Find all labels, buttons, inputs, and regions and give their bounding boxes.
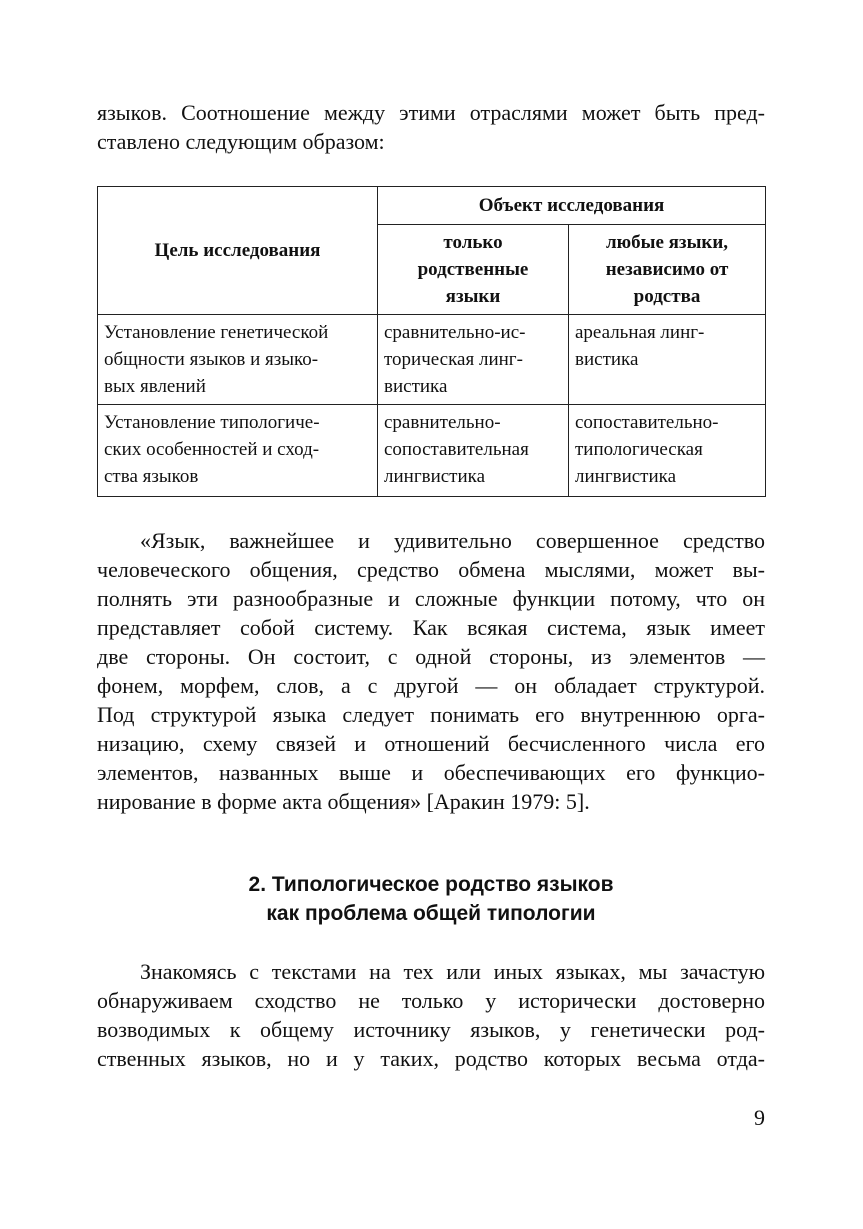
final-line-3: возводимых к общему источнику языков, у генетически род- <box>97 1017 765 1042</box>
section-heading-line-2: как проблема общей типологии <box>266 902 596 925</box>
final-line-1: Знакомясь с текстами на тех или иных языках, мы зачастую <box>140 959 765 984</box>
table-cell: Установление генетической общности языков и языко- вых явлений <box>98 315 378 405</box>
subheader-any: любые языки, независимо от родства <box>569 225 766 315</box>
table-cell: Установление типологиче- ских особенностей и сход- ства языков <box>98 405 378 497</box>
quote-line-3: полнять эти разнообразные и сложные функции потому, что он <box>97 586 765 611</box>
intro-line-2: ставлено следующим образом: <box>97 129 385 154</box>
quote-line-1: «Язык, важнейшее и удивительно совершенное средство <box>140 528 765 553</box>
quote-line-8: низацию, схему связей и отношений бесчисленного числа его <box>97 731 765 756</box>
table-cell: сопоставительно- типологическая лингвистика <box>569 405 766 497</box>
table-row <box>98 405 766 497</box>
quote-line-10: нирование в форме акта общения» [Аракин 1979: 5]. <box>97 789 590 814</box>
goal-header: Цель исследования <box>98 187 378 315</box>
quote-line-4: представляет собой систему. Как всякая система, язык имеет <box>97 615 765 640</box>
subheader-related: только родственные языки <box>378 225 569 315</box>
final-line-4: ственных языков, но и у таких, родство которых весьма отда- <box>97 1046 765 1071</box>
classification-table <box>97 186 766 497</box>
quote-line-7: Под структурой языка следует понимать его внутреннюю орга- <box>97 702 765 727</box>
table-cell: сравнительно-ис- торическая линг- вистика <box>378 315 569 405</box>
quote-line-5: две стороны. Он состоит, с одной стороны, из элементов — <box>97 644 765 669</box>
table-row <box>98 315 766 405</box>
quote-line-2: человеческого общения, средство обмена мыслями, может вы- <box>97 557 765 582</box>
section-heading-line-1: 2. Типологическое родство языков <box>248 873 614 896</box>
final-line-2: обнаруживаем сходство не только у исторически достоверно <box>97 988 765 1013</box>
object-header: Объект исследования <box>378 187 766 225</box>
quote-line-9: элементов, названных выше и обеспечивающих его функцио- <box>97 760 765 785</box>
table-cell: ареальная линг- вистика <box>569 315 766 405</box>
quote-line-6: фонем, морфем, слов, а с другой — он обладает структурой. <box>97 673 765 698</box>
table-cell: сравнительно- сопоставительная лингвистика <box>378 405 569 497</box>
intro-line-1: языков. Соотношение между этими отраслями может быть пред- <box>97 100 765 125</box>
page-number: 9 <box>754 1105 765 1130</box>
